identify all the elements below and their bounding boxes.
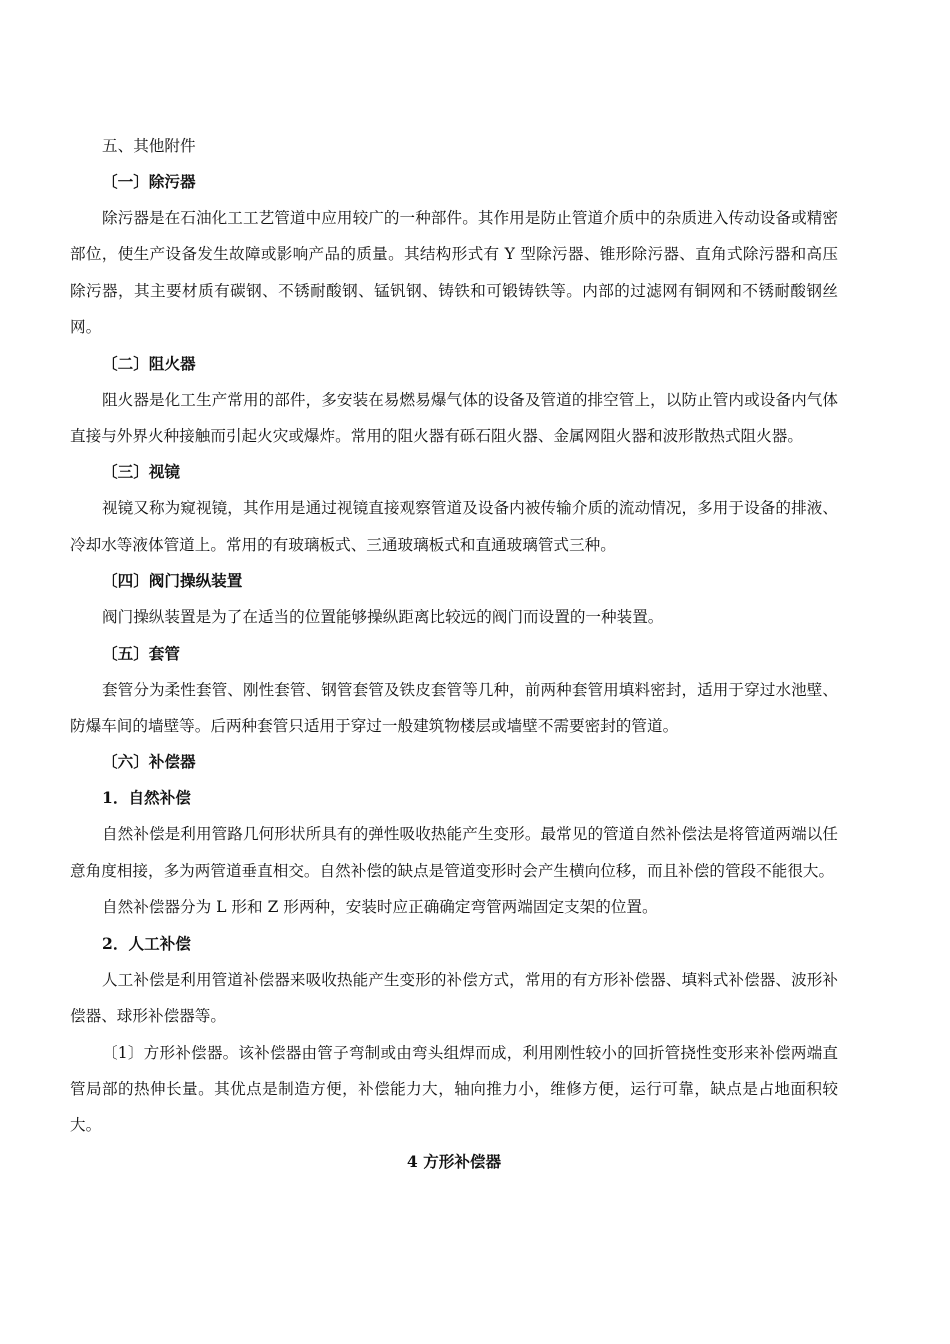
paragraph-artificial-compensation-1: 人工补偿是利用管道补偿器来吸收热能产生变形的补偿方式，常用的有方形补偿器、填料式补偿器、波形补偿器、球形补偿器等。 <box>70 970 838 1026</box>
paragraph-sleeve: 套管分为柔性套管、刚性套管、钢管套管及铁皮套管等几种，前两种套管用填料密封，适用于穿过水池壁、防爆车间的墙壁等。后两种套管只适用于穿过一般建筑物楼层或墙壁不需要密封的管道。 <box>70 680 838 736</box>
paragraph-natural-compensation-2: 自然补偿器分为 L 形和 Z 形两种，安装时应正确确定弯管两端固定支架的位置。 <box>102 898 658 917</box>
paragraph-natural-compensation-1: 自然补偿是利用管路几何形状所具有的弹性吸收热能产生变形。最常见的管道自然补偿法是将管道两端以任意角度相接，多为两管道垂直相交。自然补偿的缺点是管道变形时会产生横向位移，而且补偿的管段不能很大。 <box>70 825 838 880</box>
heading-sleeve: 〔五〕套管 <box>102 643 180 663</box>
paragraph-sight-glass: 视镜又称为窥视镜，其作用是通过视镜直接观察管道及设备内被传输介质的流动情况，多用于设备的排液、冷却水等液体管道上。常用的有玻璃板式、三通玻璃板式和直通玻璃管式三种。 <box>70 499 838 554</box>
heading-compensator: 〔六〕补偿器 <box>102 752 196 772</box>
heading-artificial-compensation: 2．人工补偿 <box>102 933 191 953</box>
heading-valve-operator: 〔四〕阀门操纵装置 <box>102 571 243 591</box>
heading-sight-glass: 〔三〕视镜 <box>102 462 180 482</box>
heading-strainer: 〔一〕除污器 <box>102 172 196 191</box>
paragraph-flame-arrester: 阻火器是化工生产常用的部件，多安装在易燃易爆气体的设备及管道的排空管上，以防止管内或设备内气体直接与外界火种接触而引起火灾或爆炸。常用的阻火器有砾石阻火器、金属网阻火器和波形散热式阻火器。 <box>70 390 838 446</box>
heading-natural-compensation: 1．自然补偿 <box>102 788 191 808</box>
paragraph-artificial-compensation-2: 〔1〕方形补偿器。该补偿器由管子弯制或由弯头组焊而成，利用刚性较小的回折管挠性变形来补偿两端直管局部的热伸长量。其优点是制造方便，补偿能力大，轴向推力小，维修方便，运行可靠，缺点是占地面积较大。 <box>70 1043 838 1135</box>
paragraph-valve-operator: 阀门操纵装置是为了在适当的位置能够操纵距离比较远的阀门而设置的一种装置。 <box>102 608 664 627</box>
document-page <box>70 128 838 1180</box>
paragraph-strainer: 除污器是在石油化工工艺管道中应用较广的一种部件。其作用是防止管道介质中的杂质进入传动设备或精密部位，使生产设备发生故障或影响产品的质量。其结构形式有 Y 型除污器、锥形除污器、直角式除污器和高压除污器，其主要材质有碳钢、不锈耐酸钢、锰钒钢、铸铁和可锻铸铁等。内部的过滤网有铜网和不锈耐酸钢丝网。 <box>70 209 838 337</box>
heading-flame-arrester: 〔二〕阻火器 <box>102 353 196 373</box>
section-title: 五、其他附件 <box>102 137 196 155</box>
figure-caption: 4 方形补偿器 <box>406 1151 502 1171</box>
